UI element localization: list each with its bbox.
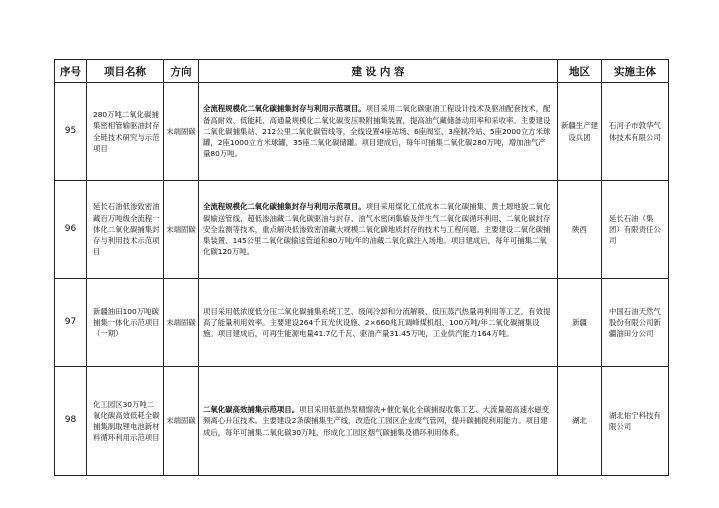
row-number: 98 — [55, 367, 87, 476]
header-name: 项目名称 — [87, 60, 164, 83]
content-lead: 二氧化碳高效捕集示范项目。 — [203, 405, 300, 415]
project-content — [199, 83, 558, 181]
project-direction: 末端固碳 — [164, 181, 199, 279]
project-region: 陕西 — [558, 181, 602, 279]
row-number: 95 — [55, 83, 87, 181]
table-row — [55, 181, 669, 279]
project-entity: 湖北佑宁科技有限公司 — [602, 367, 669, 476]
header-direction: 方向 — [164, 60, 199, 83]
content-body: 项目采用二氧化碳驱油工程设计技术及驱油配套技术，配备高耐效、低能耗、高通量规模化二氧化碳变压吸附捕集装置，提高油气藏储备动用率和采收率。主要建设二氧化碳捕集站、212公里二氧化碳管线等，全线设置4座站场、6座阀室、3座制冷站、5座2000立方米球罐，2座1000立方米球罐，35座二氧化碳储罐。项目建成后，每年可捕集二氧化碳280万吨，增加油气产量80万吨。 — [203, 104, 551, 159]
row-number: 96 — [55, 181, 87, 279]
table-header-row — [55, 60, 669, 83]
row-number: 97 — [55, 279, 87, 367]
project-name: 延长石油低渗致密油藏百万吨级全流程一体化二氧化碳捕集封存与利用技术示范项目 — [87, 181, 164, 279]
project-region: 新疆生产建设兵团 — [558, 83, 602, 181]
header-entity: 实施主体 — [602, 60, 669, 83]
project-direction: 末端固碳 — [164, 279, 199, 367]
content-body: 项目采用低浓度低分压二氧化碳捕集系统工艺、级间冷却和分流解吸、低压蒸汽热量再利用等工艺，有效提高了能量利用效率。主要建设264千瓦光伏设施、2×660兆瓦调峰煤机组、100万吨/年二氧化碳捕集设施。项目建成后，可再生能源电量41.7亿千瓦、驱油产量31.45万吨，工业供汽能力164万吨。 — [203, 306, 551, 339]
header-no: 序号 — [55, 60, 87, 83]
content-lead: 全流程规模化二氧化碳捕集封存与利用示范项目。 — [203, 202, 366, 212]
content-body: 项目采用低温热泵精馏洗+催化氧化全碳捕捉收集工艺、大流量超高速水磁变频离心升压技术。主要建设2条碳捕集生产线，改造化工园区企业废气管网，提升碳捕捉利用能力。项目建成后，每年可捕集二氧化碳30万吨，形成化工园区烟气碳捕集及循环利用体系。 — [203, 405, 550, 437]
project-name: 化工园区30万吨二氧化碳高效低耗全碳捕集制取锂电池新材料循环利用示范项目 — [87, 367, 164, 476]
project-region: 新疆 — [558, 279, 602, 367]
table-row — [55, 83, 669, 181]
table-row — [55, 367, 669, 476]
project-entity: 石河子市敦华气体技术有限公司 — [602, 83, 669, 181]
project-region: 湖北 — [558, 367, 602, 476]
header-region: 地区 — [558, 60, 602, 83]
project-name: 280万吨二氧化碳捕集密相管输驱油封存全链技术研究与示范项目 — [87, 83, 164, 181]
project-content — [199, 367, 558, 476]
project-entity: 中国石油天然气股份有限公司新疆油田分公司 — [602, 279, 669, 367]
content-lead: 全流程规模化二氧化碳捕集封存与利用示范项目。 — [203, 104, 366, 114]
project-direction: 末端固碳 — [164, 83, 199, 181]
project-direction: 末端固碳 — [164, 367, 199, 476]
project-entity: 延长石油（集团）有限责任公司 — [602, 181, 669, 279]
project-content — [199, 181, 558, 279]
header-content: 建 设 内 容 — [199, 60, 558, 83]
table-row — [55, 279, 669, 367]
content-body: 项目采用煤化工低成本二氧化碳捕集、黄土塬地貌二氧化碳输送管线、超低渗油藏二氧化碳驱油与封存、油气水密闭集输及伴生气二氧化碳循环利用、二氧化碳封存安全监测等技术，重点解决低渗致密油藏大规模二氧化碳地质封存的技术与工程问题。主要建设二氧化碳捕集装置、145公里二氧化碳输送管道和80万吨/年的油藏二氧化碳注入场地。项目建成后，每年可捕集二氧化碳120万吨。 — [203, 202, 551, 257]
project-content — [199, 279, 558, 367]
project-table — [54, 59, 669, 476]
project-name: 新疆油田100万吨碳捕集一体化示范项目（一期） — [87, 279, 164, 367]
